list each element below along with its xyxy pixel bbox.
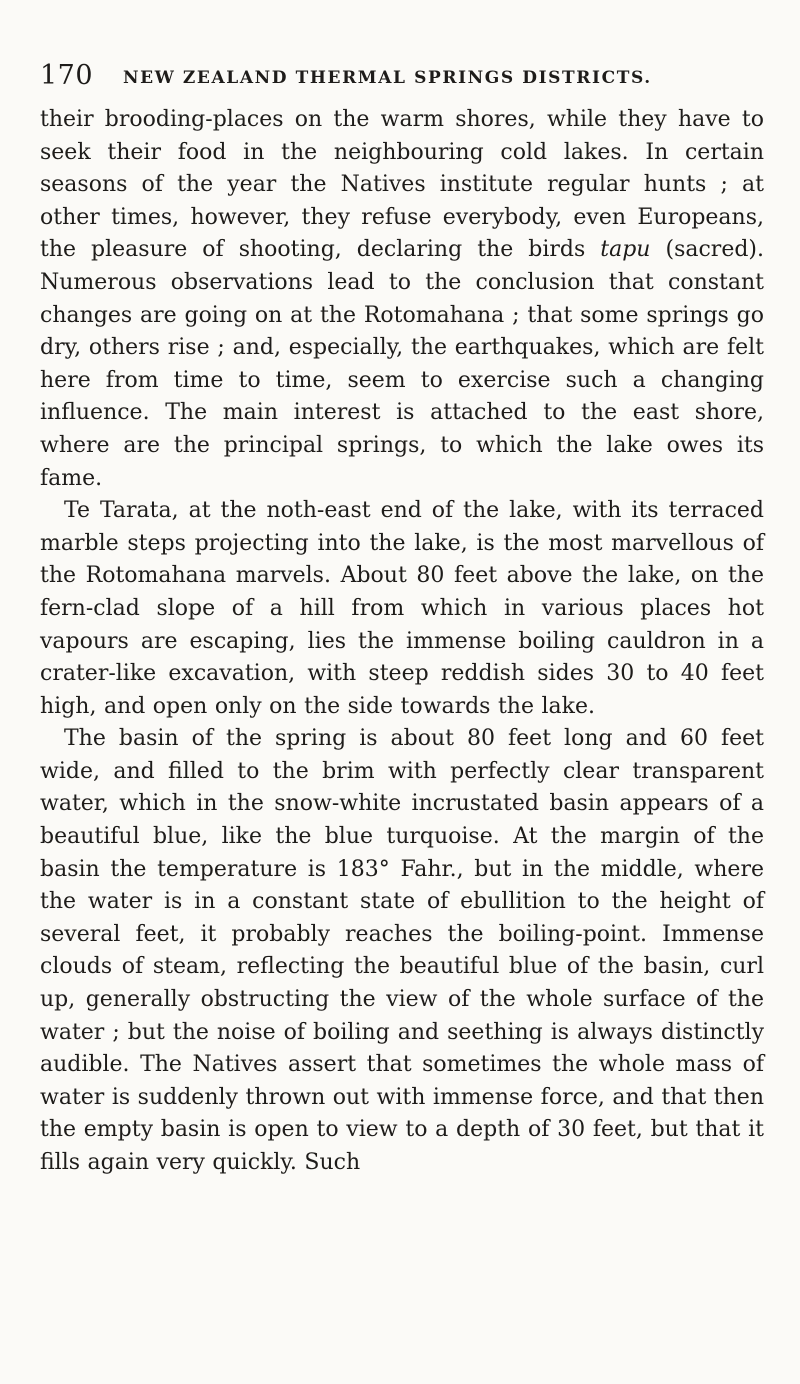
paragraph-2: Te Tarata, at the noth-east end of the lake, with its terraced marble steps projecting into the lake, is the most marvellous of the Rotomahana marvels. About 80 feet above the lake, on the fern-clad slope of a hill from which in various places hot vapours are escaping, lies the immense boiling cauldron in a crater-like excavation, with steep reddish sides 30 to 40 feet high, and open only on the side towards the lake. [40, 498, 764, 719]
running-head-title: NEW ZEALAND THERMAL SPRINGS DISTRICTS. [123, 68, 652, 88]
paragraph-1 [40, 104, 764, 495]
italic-word-tapu: tapu [600, 237, 651, 263]
paragraph-3: The basin of the spring is about 80 feet long and 60 feet wide, and filled to the brim with perfectly clear transparent water, which in the snow-white incrustated basin appears of a beautiful blue, like the blue turquoise. At the margin of the basin the temperature is 183° Fahr., but in the middle, where the water is in a constant state of ebullition to the height of several feet, it probably reaches the boiling-point. Immense clouds of steam, reflecting the beautiful blue of the basin, curl up, generally obstructing the view of the whole surface of the water ; but the noise of boiling and seething is always distinctly audible. The Natives assert that sometimes the whole mass of water is suddenly thrown out with immense force, and that then the empty basin is open to view to a depth of 30 feet, but that it fills again very quickly. Such [40, 726, 764, 1175]
paragraph-1-text-after: (sacred). Numerous observations lead to the conclusion that constant changes are going on at the Rotomahana ; that some springs go dry, others rise ; and, especially, the earthquakes, which are felt here from time to time, seem to exercise such a changing influence. The main interest is attached to the east shore, where are the principal springs, to which the lake owes its fame. [40, 237, 765, 491]
paragraph-1-text-before: their brooding-places on the warm shores, while they have to seek their food in the neighbouring cold lakes. In certain seasons of the year the Natives institute regular hunts ; at other times, however, they refuse everybody, even Europeans, the pleasure of shooting, declaring the birds [40, 107, 764, 263]
running-head [40, 58, 760, 98]
page-number: 170 [40, 60, 94, 91]
body-text [40, 104, 764, 1180]
